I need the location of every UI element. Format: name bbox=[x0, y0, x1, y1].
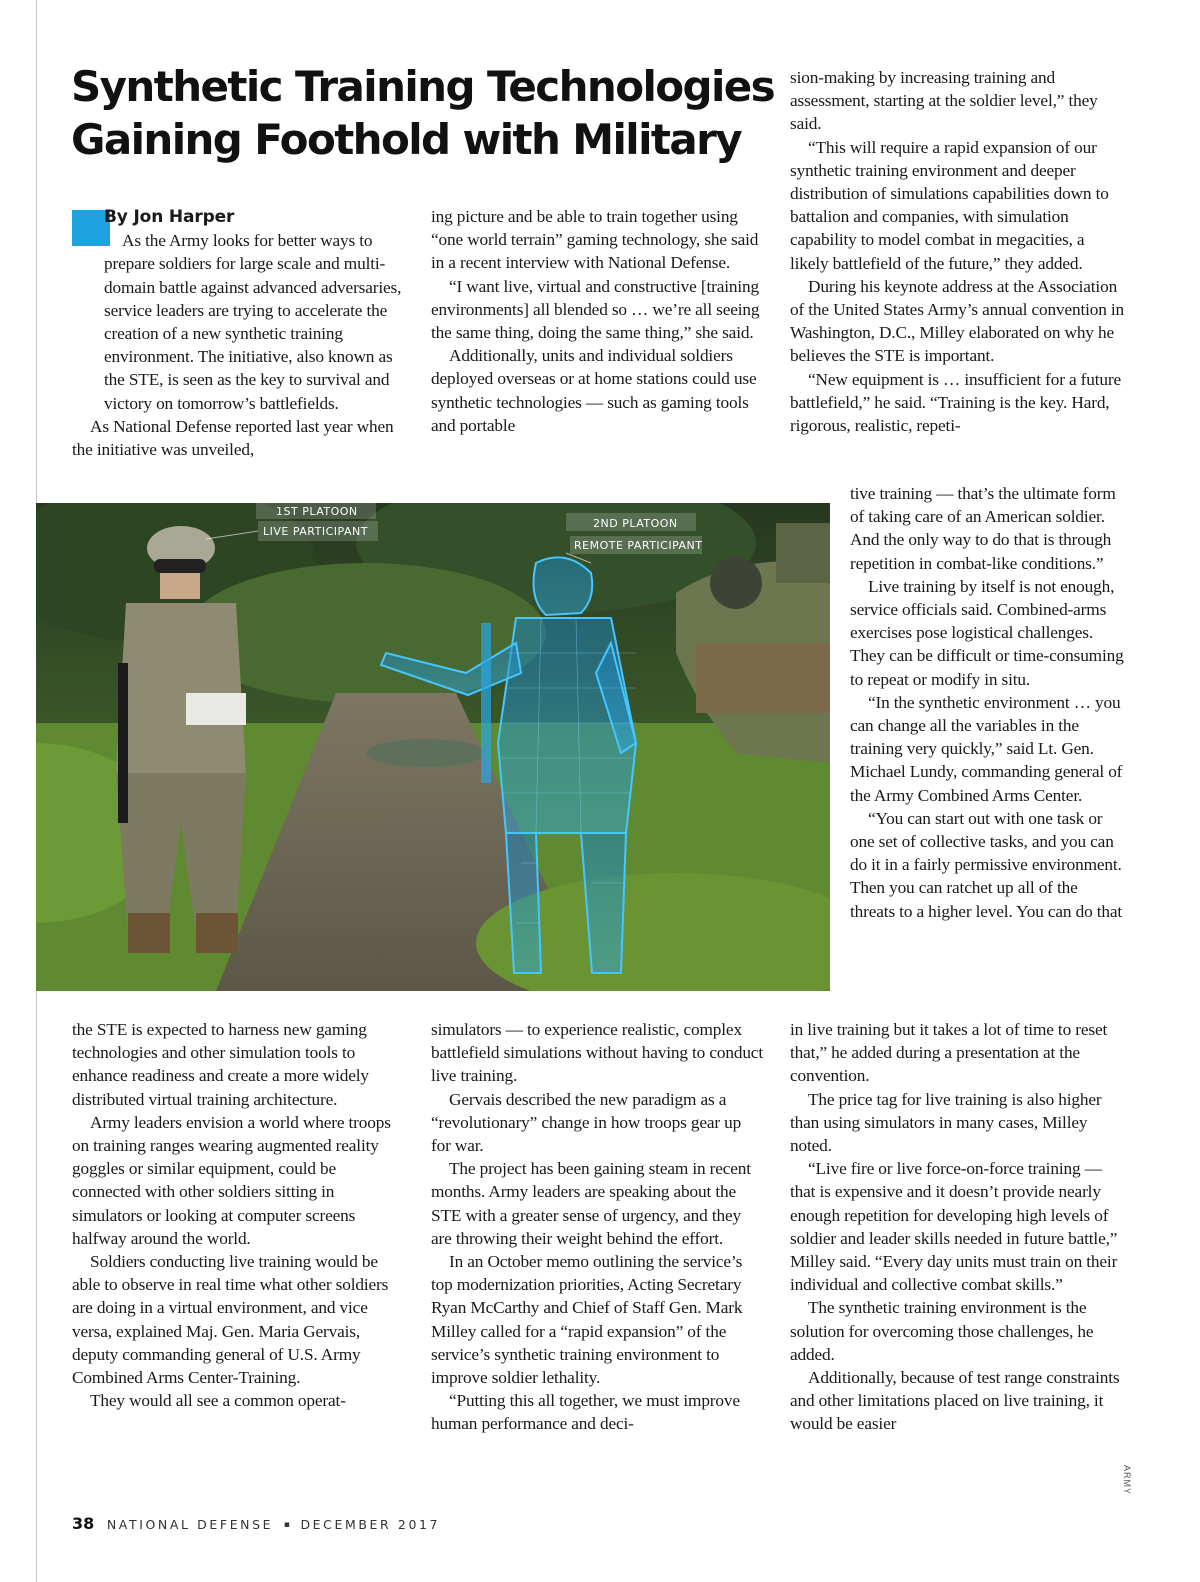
article-headline: Synthetic Training Technologies Gaining Foothold with Military bbox=[71, 62, 775, 164]
paragraph: Live training by itself is not enough, service officials said. Combined-arms exercises pose logistical challenges. They can be difficult or time-consuming to repeat or modify in situ. bbox=[850, 576, 1124, 689]
paragraph: “New equipment is … insufficient for a future battlefield,” he said. “Training is the key. Hard, rigorous, realistic, repeti- bbox=[790, 369, 1122, 436]
column-2-bottom bbox=[431, 1018, 763, 1436]
column-1-top bbox=[72, 205, 404, 461]
column-3-bottom bbox=[790, 1018, 1126, 1436]
publication-name: NATIONAL DEFENSE bbox=[106, 1517, 274, 1532]
paragraph: the STE is expected to harness new gaming technologies and other simulation tools to enhance readiness and create a more widely distributed virtual training architecture. bbox=[72, 1020, 369, 1109]
photo-credit: ARMY bbox=[1122, 1465, 1132, 1496]
paragraph: Army leaders envision a world where troops on training ranges wearing augmented reality goggles or similar equipment, could be connected with other soldiers sitting in simulators or looking at computer screens halfway around the world. bbox=[72, 1112, 391, 1248]
paragraph: Gervais described the new paradigm as a “revolutionary” change in how troops gear up for war. bbox=[431, 1089, 742, 1156]
byline-paragraph bbox=[72, 205, 404, 229]
paragraph: “In the synthetic environment … you can change all the variables in the training very quickly,” said Lt. Gen. Michael Lundy, commanding general of the Army Combined Arms Center. bbox=[850, 692, 1123, 805]
paragraph: “Live fire or live force-on-force training — that is expensive and it doesn’t provide nearly enough repetition for developing high levels of soldier and leader skills needed in future battle,” Milley said. “Every day units must train on their individual and collective combat skills.” bbox=[790, 1159, 1118, 1295]
paragraph: The price tag for live training is also higher than using simulators in many cases, Milley noted. bbox=[790, 1089, 1102, 1156]
paragraph: They would all see a common operat- bbox=[90, 1391, 346, 1411]
paragraph: During his keynote address at the Association of the United States Army’s annual convention in Washington, D.C., Milley elaborated on why he believes the STE is important. bbox=[790, 276, 1125, 366]
column-3-top bbox=[790, 66, 1126, 437]
paragraph: “I want live, virtual and constructive [training environments] all blended so … we’re all seeing the same thing, doing the same thing,” she said. bbox=[431, 276, 760, 343]
column-3-middle bbox=[850, 482, 1126, 923]
paragraph: sion-making by increasing training and assessment, starting at the soldier level,” they said. bbox=[790, 68, 1098, 134]
paragraph: “This will require a rapid expansion of our synthetic training environment and deeper distribution of simulations capabilities down to battalion and companies, with simulation capability to model combat in megacities, a likely battlefield of the future,” they added. bbox=[790, 137, 1109, 273]
issue-date: DECEMBER 2017 bbox=[300, 1517, 441, 1532]
paragraph: in live training but it takes a lot of time to reset that,” he added during a presentation at the convention. bbox=[790, 1020, 1108, 1086]
tag-remote-line2: REMOTE PARTICIPANT bbox=[574, 539, 703, 552]
paragraph: Additionally, units and individual soldiers deployed overseas or at home stations could use synthetic technologies — such as gaming tools and portable bbox=[431, 346, 757, 435]
column-2-top bbox=[431, 205, 763, 437]
paragraph: Additionally, because of test range constraints and other limitations placed on live training, it would be easier bbox=[790, 1368, 1120, 1434]
paragraph: “Putting this all together, we must improve human performance and deci- bbox=[431, 1391, 740, 1434]
paragraph: tive training — that’s the ultimate form of taking care of an American soldier. And the only way to do that is through repetition in combat-like conditions.” bbox=[850, 484, 1116, 573]
tag-remote-line1: 2ND PLATOON bbox=[593, 517, 678, 530]
byline: By Jon Harper bbox=[104, 207, 235, 227]
paragraph: ing picture and be able to train together using “one world terrain” gaming technology, she said in a recent interview with National Defense. bbox=[431, 207, 759, 273]
paragraph: As the Army looks for better ways to prepare soldiers for large scale and multi-domain battle against advanced adversaries, service leaders are trying to accelerate the creation of a new synthetic training environment. The initiative, also known as the STE, is seen as the key to survival and victory on tomorrow’s battlefields. bbox=[104, 231, 402, 413]
footer-separator: ▪ bbox=[283, 1520, 290, 1530]
tag-live-line1: 1ST PLATOON bbox=[276, 505, 358, 518]
page-footer bbox=[72, 1514, 440, 1533]
paragraph: The project has been gaining steam in recent months. Army leaders are speaking about the STE with a greater sense of urgency, and they are throwing their weight behind the effort. bbox=[431, 1159, 751, 1248]
paragraph: As National Defense reported last year when the initiative was unveiled, bbox=[72, 416, 394, 460]
paragraph: “You can start out with one task or one set of collective tasks, and you can do it in a fairly permissive environment. Then you can ratchet up all of the threats to a higher level. You can do that bbox=[850, 808, 1123, 921]
paragraph: The synthetic training environment is the solution for overcoming those challenges, he added. bbox=[790, 1298, 1094, 1364]
paragraph: In an October memo outlining the service’s top modernization priorities, Acting Secretary Ryan McCarthy and Chief of Staff Gen. Mark Milley called for a “rapid expansion” of the service’s synthetic training environment to improve soldier lethality. bbox=[431, 1252, 743, 1388]
page-number: 38 bbox=[72, 1514, 95, 1533]
paragraph: Soldiers conducting live training would be able to observe in real time what other soldiers are doing in a virtual environment, and vice versa, explained Maj. Gen. Maria Gervais, deputy commanding general of U.S. Army Combined Arms Center-Training. bbox=[72, 1252, 389, 1388]
paragraph: simulators — to experience realistic, complex battlefield simulations without having to conduct live training. bbox=[431, 1020, 763, 1086]
training-photo bbox=[36, 503, 830, 991]
tag-live-line2: LIVE PARTICIPANT bbox=[263, 525, 368, 538]
column-1-bottom bbox=[72, 1018, 404, 1412]
